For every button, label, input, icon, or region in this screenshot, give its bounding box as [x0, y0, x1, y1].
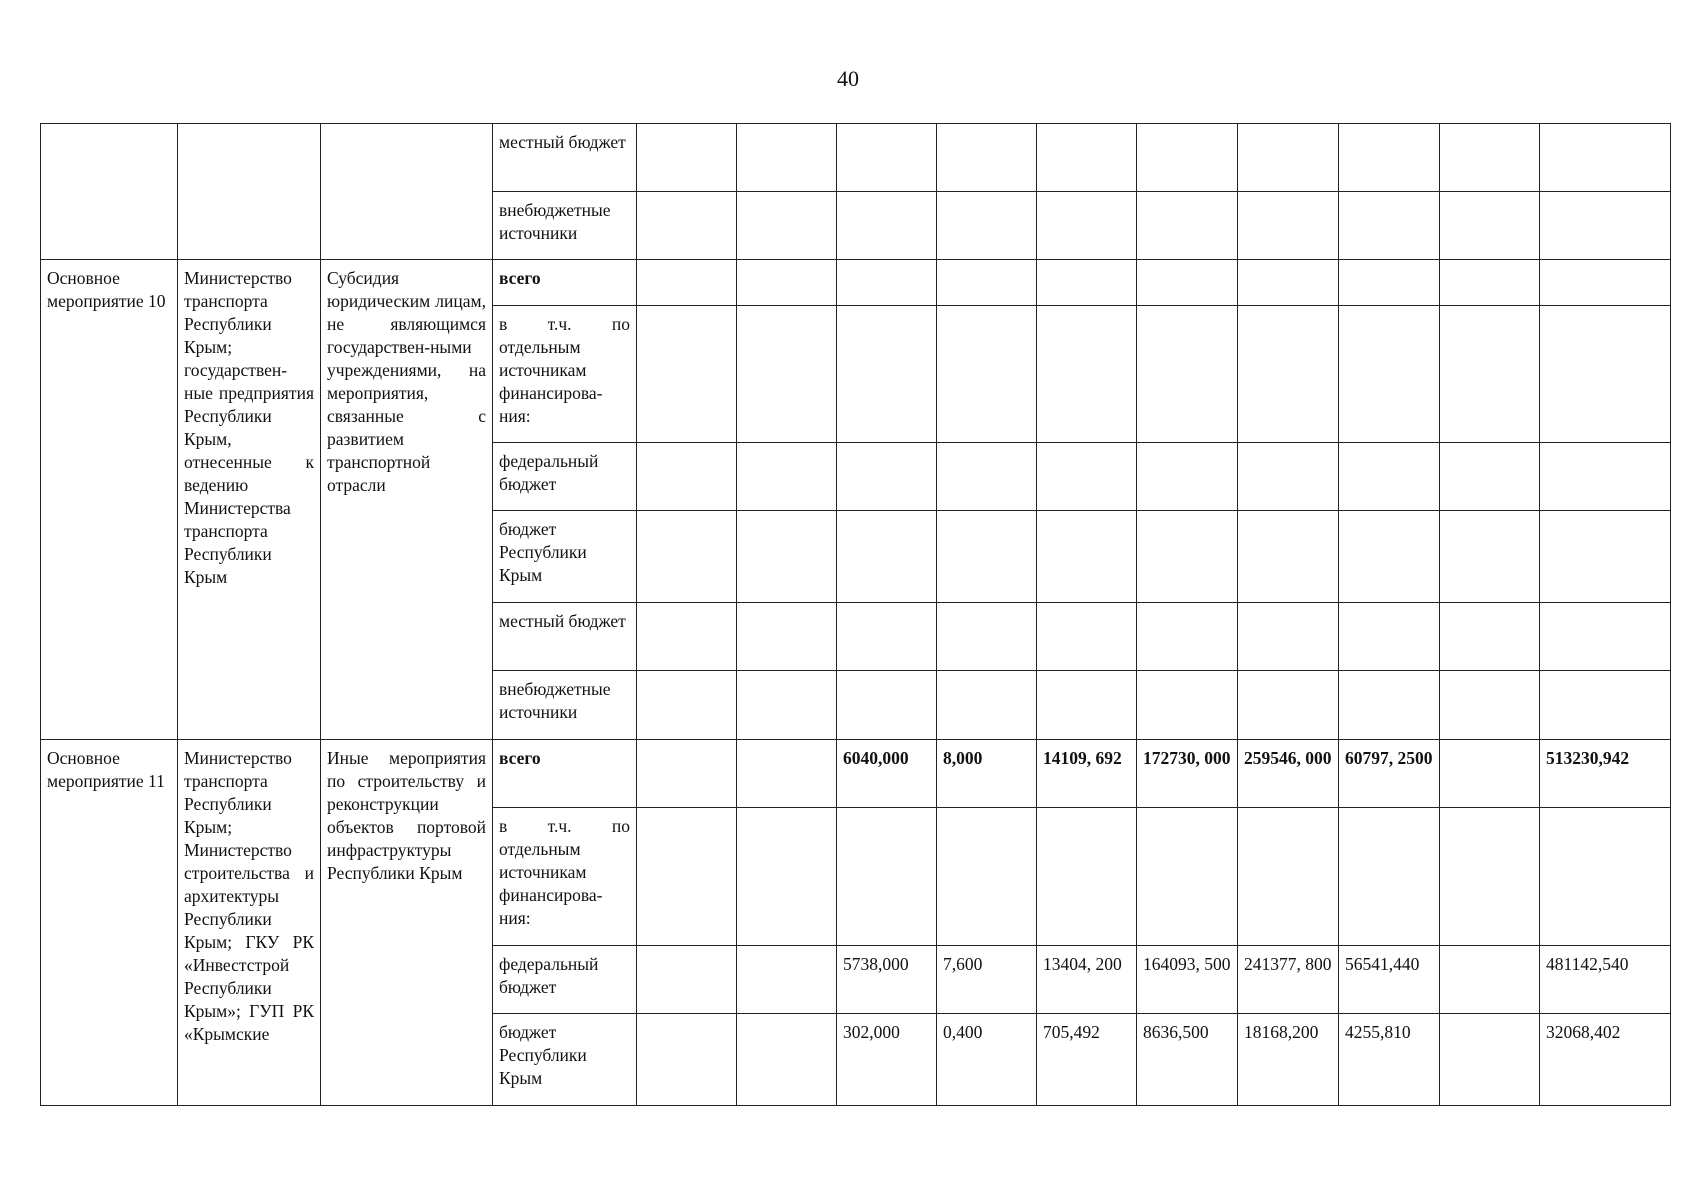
value-cell — [1540, 808, 1671, 946]
value-cell — [1440, 671, 1540, 740]
value-cell — [837, 192, 937, 260]
value-cell — [737, 192, 837, 260]
value-cell — [1540, 306, 1671, 443]
value-cell — [1037, 603, 1137, 671]
value-cell — [1137, 808, 1238, 946]
value-cell — [1238, 671, 1339, 740]
value-cell — [1339, 443, 1440, 511]
value-cell — [1440, 124, 1540, 192]
value-cell — [637, 124, 737, 192]
value-cell — [1137, 306, 1238, 443]
value-cell — [637, 671, 737, 740]
value-cell — [1137, 260, 1238, 306]
value-cell: 8636,500 — [1137, 1014, 1238, 1106]
value-cell — [1440, 740, 1540, 808]
executor-cell — [178, 124, 321, 260]
value-cell — [1037, 671, 1137, 740]
funding-source-label: местный бюджет — [493, 603, 637, 671]
value-cell: 164093, 500 — [1137, 946, 1238, 1014]
value-cell: 481142,540 — [1540, 946, 1671, 1014]
measure-name-cell: Основное мероприятие 11 — [41, 740, 178, 1106]
value-cell — [737, 306, 837, 443]
value-cell: 172730, 000 — [1137, 740, 1238, 808]
funding-source-label: федеральный бюджет — [493, 443, 637, 511]
executor-cell: Министерство транспорта Республики Крым; государствен-ные предприятия Республики Крым, отнесенные к ведению Министерства транспорта Республики Крым — [178, 260, 321, 740]
value-cell — [1339, 808, 1440, 946]
value-cell — [737, 511, 837, 603]
value-cell — [1137, 124, 1238, 192]
executor-cell: Министерство транспорта Республики Крым; Министерство строительства и архитектуры Республики Крым; ГКУ РК «Инвестстрой Республики Крым»; ГУП РК «Крымские — [178, 740, 321, 1106]
value-cell — [637, 511, 737, 603]
value-cell — [1540, 260, 1671, 306]
value-cell: 32068,402 — [1540, 1014, 1671, 1106]
value-cell — [737, 740, 837, 808]
value-cell — [1440, 808, 1540, 946]
value-cell: 14109, 692 — [1037, 740, 1137, 808]
value-cell — [937, 306, 1037, 443]
value-cell — [1339, 192, 1440, 260]
value-cell — [1137, 511, 1238, 603]
funding-source-label: внебюджетные источники — [493, 192, 637, 260]
value-cell: 4255,810 — [1339, 1014, 1440, 1106]
value-cell — [1238, 443, 1339, 511]
value-cell — [837, 260, 937, 306]
value-cell — [1238, 808, 1339, 946]
value-cell — [637, 443, 737, 511]
value-cell — [637, 192, 737, 260]
value-cell — [937, 260, 1037, 306]
value-cell — [837, 124, 937, 192]
description-cell: Субсидия юридическим лицам, не являющимся государствен-ными учреждениями, на мероприятия, связанные с развитием транспортной отрасли — [321, 260, 493, 740]
value-cell — [1238, 306, 1339, 443]
value-cell — [1238, 260, 1339, 306]
table-row — [41, 124, 1671, 192]
value-cell — [737, 124, 837, 192]
value-cell — [1037, 260, 1137, 306]
value-cell — [1540, 192, 1671, 260]
funding-source-label: в т.ч. по отдельным источникам финансирова-ния: — [493, 808, 637, 946]
value-cell — [837, 808, 937, 946]
value-cell — [737, 443, 837, 511]
value-cell: 13404, 200 — [1037, 946, 1137, 1014]
value-cell — [1540, 511, 1671, 603]
value-cell — [1440, 946, 1540, 1014]
value-cell — [1137, 192, 1238, 260]
value-cell — [1037, 192, 1137, 260]
value-cell — [737, 808, 837, 946]
value-cell: 8,000 — [937, 740, 1037, 808]
value-cell — [1137, 603, 1238, 671]
value-cell — [937, 511, 1037, 603]
value-cell — [837, 306, 937, 443]
value-cell — [1440, 260, 1540, 306]
value-cell — [1440, 192, 1540, 260]
value-cell: 5738,000 — [837, 946, 937, 1014]
value-cell — [1440, 511, 1540, 603]
value-cell — [1238, 511, 1339, 603]
value-cell — [837, 511, 937, 603]
funding-source-label: бюджет Республики Крым — [493, 1014, 637, 1106]
value-cell — [637, 1014, 737, 1106]
value-cell — [737, 1014, 837, 1106]
value-cell: 259546, 000 — [1238, 740, 1339, 808]
value-cell — [1540, 443, 1671, 511]
value-cell — [1238, 124, 1339, 192]
value-cell: 18168,200 — [1238, 1014, 1339, 1106]
value-cell — [637, 306, 737, 443]
value-cell — [1540, 671, 1671, 740]
funding-source-label: в т.ч. по отдельным источникам финансирова-ния: — [493, 306, 637, 443]
value-cell — [937, 808, 1037, 946]
table-row — [41, 260, 1671, 306]
value-cell — [1037, 306, 1137, 443]
value-cell: 0,400 — [937, 1014, 1037, 1106]
value-cell — [1037, 808, 1137, 946]
value-cell — [1137, 443, 1238, 511]
value-cell — [1440, 603, 1540, 671]
value-cell: 7,600 — [937, 946, 1037, 1014]
value-cell — [837, 603, 937, 671]
value-cell — [1339, 511, 1440, 603]
value-cell: 241377, 800 — [1238, 946, 1339, 1014]
value-cell: 56541,440 — [1339, 946, 1440, 1014]
description-cell: Иные мероприятия по строительству и реконструкции объектов портовой инфраструктуры Республики Крым — [321, 740, 493, 1106]
funding-table — [40, 123, 1671, 1106]
value-cell — [1037, 511, 1137, 603]
value-cell — [1440, 306, 1540, 443]
value-cell — [1238, 192, 1339, 260]
measure-name-cell — [41, 124, 178, 260]
value-cell: 6040,000 — [837, 740, 937, 808]
table-row — [41, 740, 1671, 808]
value-cell: 513230,942 — [1540, 740, 1671, 808]
value-cell — [1540, 124, 1671, 192]
value-cell — [937, 443, 1037, 511]
value-cell — [637, 260, 737, 306]
value-cell — [937, 192, 1037, 260]
value-cell — [637, 946, 737, 1014]
value-cell: 302,000 — [837, 1014, 937, 1106]
funding-source-label: внебюджетные источники — [493, 671, 637, 740]
value-cell — [937, 603, 1037, 671]
value-cell — [1339, 306, 1440, 443]
value-cell — [1440, 443, 1540, 511]
value-cell — [1339, 124, 1440, 192]
value-cell — [737, 946, 837, 1014]
value-cell — [637, 603, 737, 671]
value-cell — [737, 603, 837, 671]
value-cell — [937, 671, 1037, 740]
value-cell — [937, 124, 1037, 192]
value-cell: 60797, 2500 — [1339, 740, 1440, 808]
value-cell — [1440, 1014, 1540, 1106]
value-cell — [1339, 671, 1440, 740]
value-cell — [637, 808, 737, 946]
value-cell — [737, 260, 837, 306]
value-cell — [1137, 671, 1238, 740]
value-cell — [1037, 124, 1137, 192]
value-cell — [1339, 603, 1440, 671]
value-cell — [1238, 603, 1339, 671]
funding-source-label: федеральный бюджет — [493, 946, 637, 1014]
value-cell — [637, 740, 737, 808]
value-cell — [837, 443, 937, 511]
value-cell — [837, 671, 937, 740]
value-cell — [1037, 443, 1137, 511]
description-cell — [321, 124, 493, 260]
value-cell: 705,492 — [1037, 1014, 1137, 1106]
value-cell — [1339, 260, 1440, 306]
page-number: 40 — [837, 66, 859, 91]
value-cell — [737, 671, 837, 740]
funding-source-label: бюджет Республики Крым — [493, 511, 637, 603]
funding-source-label: всего — [493, 260, 637, 306]
value-cell — [1540, 603, 1671, 671]
funding-source-label: местный бюджет — [493, 124, 637, 192]
funding-source-label: всего — [493, 740, 637, 808]
measure-name-cell: Основное мероприятие 10 — [41, 260, 178, 740]
